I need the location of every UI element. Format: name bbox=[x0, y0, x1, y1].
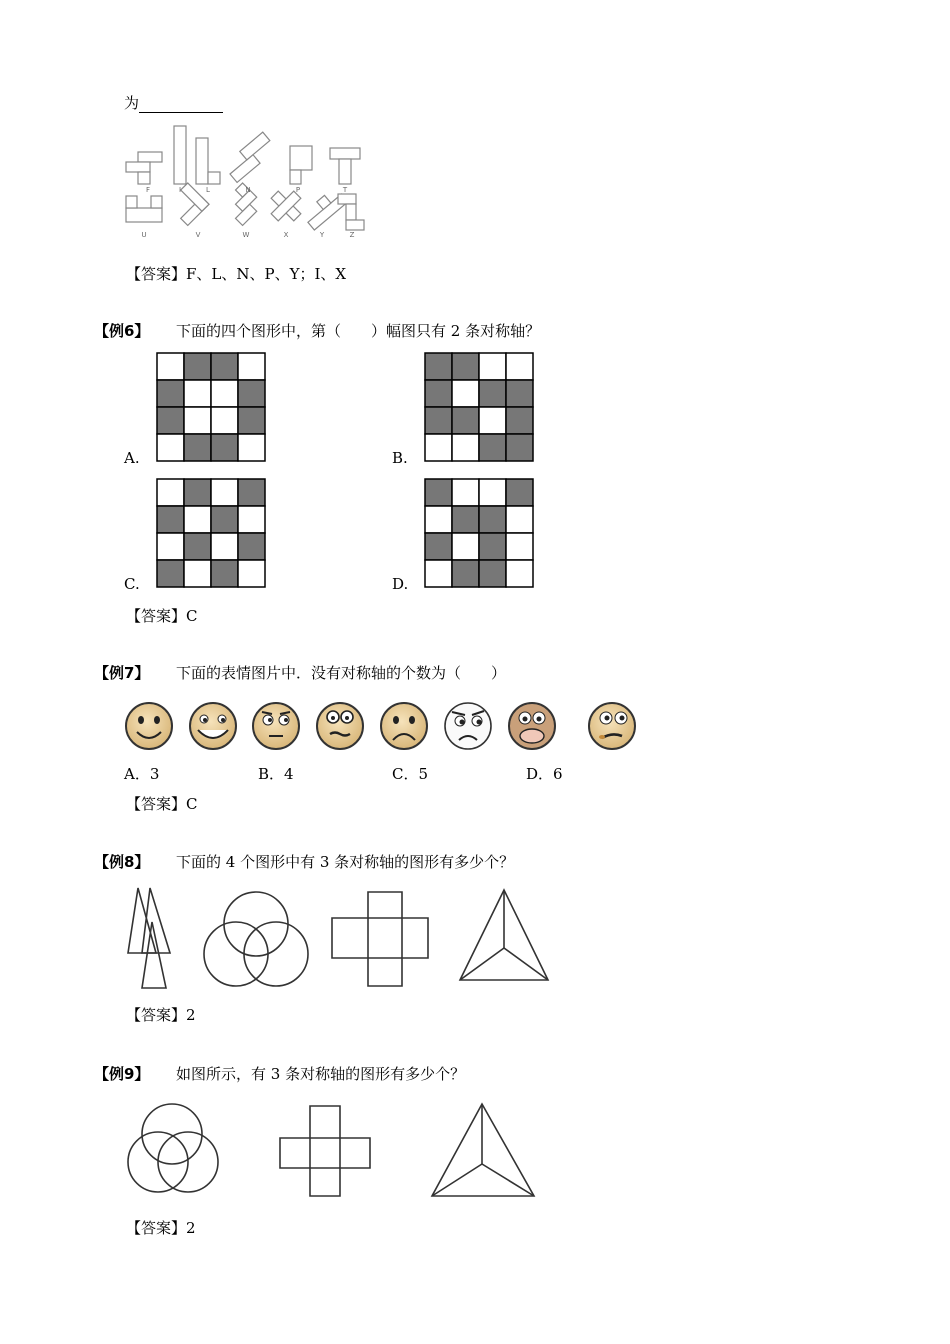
grid-cell bbox=[506, 353, 533, 380]
grid-cell bbox=[211, 407, 238, 434]
ex7-choice-b: B．4 bbox=[258, 765, 294, 783]
grid-cell bbox=[479, 434, 506, 461]
grid-cell bbox=[211, 380, 238, 407]
ex7-choice-d: D．6 bbox=[526, 765, 563, 783]
grid-cell bbox=[238, 407, 265, 434]
grid-cell bbox=[157, 407, 184, 434]
grid-cell bbox=[425, 353, 452, 380]
grid-b bbox=[424, 352, 534, 462]
ex6-answer: 【答案】C bbox=[126, 607, 198, 625]
grid-cell bbox=[238, 533, 265, 560]
pent-letter-t: T bbox=[342, 186, 348, 194]
ex9-figures bbox=[124, 1100, 544, 1204]
grid-cell bbox=[238, 506, 265, 533]
grid-cell bbox=[184, 533, 211, 560]
grid-cell bbox=[184, 407, 211, 434]
grid-cell bbox=[479, 407, 506, 434]
pent-letter-f: F bbox=[145, 186, 151, 194]
grid-cell bbox=[506, 533, 533, 560]
grid-cell bbox=[452, 560, 479, 587]
grid-cell bbox=[157, 353, 184, 380]
grid-cell bbox=[238, 560, 265, 587]
grid-cell bbox=[211, 533, 238, 560]
ex8-question: 下面的 4 个图形中有 3 条对称轴的图形有多少个？ bbox=[176, 853, 515, 871]
ex8-label: 【例8】 bbox=[94, 853, 150, 871]
grid-cell bbox=[238, 380, 265, 407]
grid-c bbox=[156, 478, 266, 588]
pent-letter-p: P bbox=[295, 186, 301, 194]
grid-cell bbox=[157, 533, 184, 560]
grid-cell bbox=[452, 407, 479, 434]
face-2 bbox=[190, 703, 236, 749]
face-5 bbox=[381, 703, 427, 749]
grid-cell bbox=[506, 380, 533, 407]
grid-cell bbox=[506, 434, 533, 461]
grid-cell bbox=[184, 353, 211, 380]
grid-cell bbox=[211, 479, 238, 506]
grid-cell bbox=[452, 479, 479, 506]
grid-cell bbox=[425, 434, 452, 461]
pent-letter-v: V bbox=[195, 231, 201, 239]
ex6-option-c: C. bbox=[124, 575, 140, 593]
face-1 bbox=[126, 703, 172, 749]
top-answer: 【答案】F、L、N、P、Y；I、X bbox=[126, 265, 347, 283]
ex7-choice-a: A．3 bbox=[124, 765, 160, 783]
grid-cell bbox=[452, 353, 479, 380]
prompt-text: 为 bbox=[124, 94, 140, 112]
grid-cell bbox=[157, 479, 184, 506]
grid-cell bbox=[238, 353, 265, 380]
grid-cell bbox=[506, 560, 533, 587]
grid-cell bbox=[425, 506, 452, 533]
faces-row bbox=[124, 700, 644, 752]
grid-cell bbox=[157, 506, 184, 533]
ex8-figures bbox=[120, 880, 560, 992]
grid-cell bbox=[211, 353, 238, 380]
grid-cell bbox=[479, 506, 506, 533]
pent-letter-x: X bbox=[283, 231, 289, 239]
grid-cell bbox=[211, 506, 238, 533]
grid-cell bbox=[184, 434, 211, 461]
ex6-question: 下面的四个图形中，第（ ）幅图只有 2 条对称轴？ bbox=[176, 322, 541, 340]
grid-cell bbox=[157, 380, 184, 407]
ex7-choice-c: C．5 bbox=[392, 765, 429, 783]
grid-cell bbox=[157, 560, 184, 587]
grid-cell bbox=[184, 560, 211, 587]
grid-cell bbox=[506, 479, 533, 506]
grid-cell bbox=[452, 380, 479, 407]
ex6-label: 【例6】 bbox=[94, 322, 150, 340]
grid-cell bbox=[425, 407, 452, 434]
face-3 bbox=[253, 703, 299, 749]
grid-cell bbox=[506, 407, 533, 434]
grid-cell bbox=[452, 533, 479, 560]
grid-cell bbox=[479, 479, 506, 506]
face-8 bbox=[589, 703, 635, 749]
grid-cell bbox=[184, 479, 211, 506]
grid-cell bbox=[157, 434, 184, 461]
grid-cell bbox=[479, 533, 506, 560]
grid-cell bbox=[452, 506, 479, 533]
grid-a bbox=[156, 352, 266, 462]
pent-letter-z: Z bbox=[349, 231, 355, 239]
ex6-option-b: B. bbox=[392, 449, 408, 467]
pent-letter-y: Y bbox=[319, 231, 325, 239]
pent-letter-l: L bbox=[206, 186, 210, 194]
ex9-answer: 【答案】2 bbox=[126, 1219, 196, 1237]
grid-cell bbox=[479, 380, 506, 407]
grid-cell bbox=[184, 380, 211, 407]
prompt-line bbox=[124, 92, 223, 113]
grid-cell bbox=[506, 506, 533, 533]
grid-cell bbox=[238, 434, 265, 461]
face-7 bbox=[509, 703, 555, 749]
ex7-answer: 【答案】C bbox=[126, 795, 198, 813]
grid-d bbox=[424, 478, 534, 588]
pent-letter-i: I bbox=[178, 186, 182, 194]
pent-letter-u: U bbox=[141, 231, 147, 239]
answer-blank bbox=[139, 98, 223, 113]
grid-cell bbox=[479, 353, 506, 380]
grid-cell bbox=[425, 479, 452, 506]
grid-cell bbox=[425, 380, 452, 407]
grid-cell bbox=[238, 479, 265, 506]
face-4 bbox=[317, 703, 363, 749]
ex7-label: 【例7】 bbox=[94, 664, 150, 682]
ex9-question: 如图所示，有 3 条对称轴的图形有多少个？ bbox=[176, 1065, 466, 1083]
grid-cell bbox=[425, 533, 452, 560]
ex9-label: 【例9】 bbox=[94, 1065, 150, 1083]
grid-cell bbox=[425, 560, 452, 587]
pentomino-figure bbox=[126, 124, 376, 244]
grid-cell bbox=[211, 434, 238, 461]
grid-cell bbox=[211, 560, 238, 587]
grid-cell bbox=[479, 560, 506, 587]
pent-letter-w: W bbox=[242, 231, 250, 239]
ex7-question: 下面的表情图片中．没有对称轴的个数为（ ） bbox=[176, 664, 507, 682]
ex8-answer: 【答案】2 bbox=[126, 1006, 196, 1024]
ex6-option-d: D. bbox=[392, 575, 409, 593]
face-6 bbox=[445, 703, 491, 749]
pent-letter-n: N bbox=[245, 186, 251, 194]
grid-cell bbox=[452, 434, 479, 461]
ex6-option-a: A. bbox=[124, 449, 140, 467]
grid-cell bbox=[184, 506, 211, 533]
